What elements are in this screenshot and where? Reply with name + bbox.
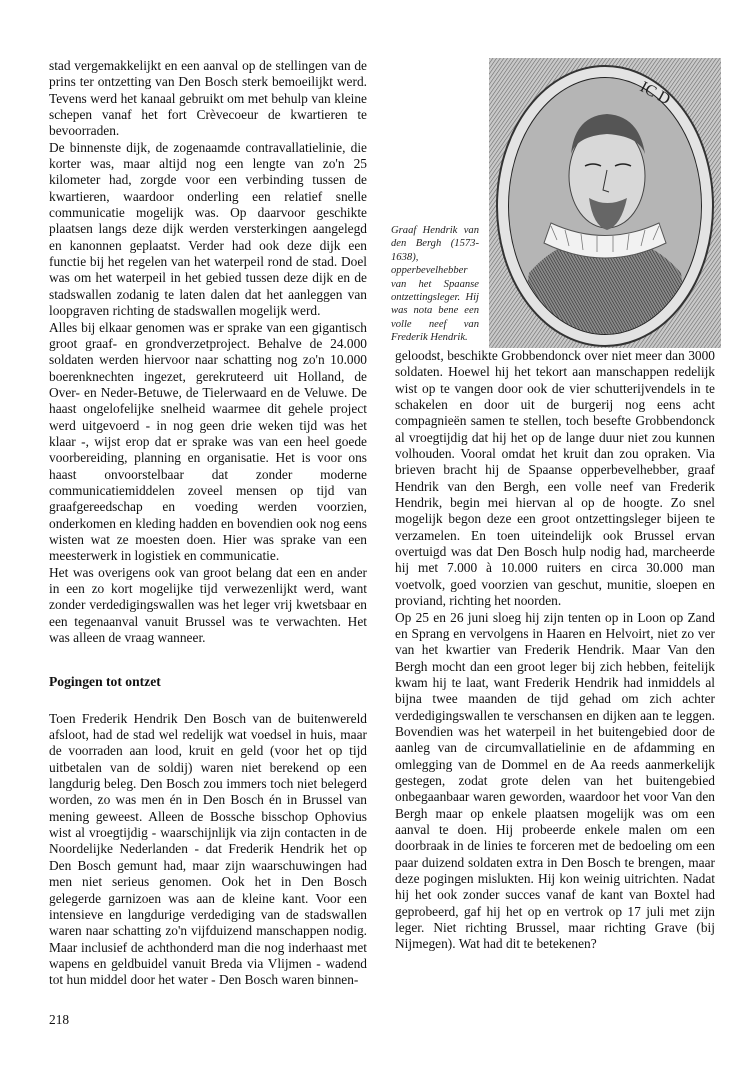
section-heading: Pogingen tot ontzet <box>49 674 161 690</box>
paragraph: Toen Frederik Hendrik Den Bosch van de buitenwereld afsloot, had de stad wel redelijk wat voedsel in huis, maar de voorraden aan lood, kruit en geld (voor het op tijd uitbetalen van de soldij) waren niet berekend op een langdurig beleg. Den Bosch zou immers toch niet belegerd worden, zo was men én in Den Bosch én in Brussel van mening geweest. Alleen de Bossche bisschop Ophovius wist al vroegtijdig - waarschijnlijk via zijn contacten in de Noordelijke Nederlanden - dat Frederik Hendrik het op Den Bosch gemunt had, maar zijn waarschuwingen had men niet serieus genomen. Ook het in Den Bosch gelegerde garnizoen was aan de kleine kant. Voor een intensieve en langdurige verdediging van de stadswallen waren naar schatting zo'n vijfduizend manschappen nodig. Maar inclusief de achthonderd man die nog inderhaast met wapens en geldbuidel vanuit Breda via Vlijmen - wadend tot hun middel door het water - Den Bosch waren binnen- <box>49 710 367 988</box>
spacer <box>49 691 367 711</box>
page-number: 218 <box>49 1012 70 1027</box>
spacer <box>49 646 367 674</box>
paragraph: geloodst, beschikte Grobbendonck over niet meer dan 3000 soldaten. Hoewel hij het tekort aan manschappen redelijk wist op te vangen door ook de vier schutterijvendels in te schakelen en door uit de burgerij nog eens acht compagnieën samen te stellen, toch besefte Grobbendonck al vroegtijdig dat hij het op de lange duur niet zou kunnen volhouden. Vooral omdat het kruit dan zou opraken. Via brieven bracht hij de Spaanse opperbevelhebber, graaf Hendrik van den Bergh, een volle neef van Frederik Hendrik, begin mei hiervan al op de hoogte. Zo snel mogelijk begon deze een groot ontzettingsleger bijeen te verzamelen. En toen uiteindelijk ook Brussel ervan overtuigd was dat Den Bosch hulp nodig had, marcheerde hij met 7.000 à 10.000 ruiters en circa 30.000 man voetvolk, goed voorzien van geschut, munitie, sloepen en proviand, richting het noorden. <box>395 348 715 609</box>
left-text-column <box>49 58 367 989</box>
paragraph: Alles bij elkaar genomen was er sprake van een gigantisch groot graaf- en grondverzetproject. Behalve de 24.000 soldaten werden hiervoor naar schatting nog zo'n 10.000 boerenknechten ingezet, gerekruteerd uit Holland, de Over- en Neder-Betuwe, de Tielerwaard en de Veluwe. De haast ongelofelijke snelheid waarmee dit gehele project werd uitgevoerd - in nog geen drie weken tijd was het klaar -, wijst erop dat er sprake was van een heel goede voorbereiding, planning en organisatie. Het is voor ons haast onvoorstelbaar dat zonder moderne communicatiemiddelen zoveel mensen op tijd van graafgereedschap en voeding werden voorzien, onderkomen en kleding hadden en bovendien ook nog eens wisten wat ze moesten doen. Hier was sprake van een meesterwerk in logistiek en communicatie. <box>49 319 367 564</box>
paragraph: Het was overigens ook van groot belang dat een en ander in een zo kort mogelijke tijd verwezenlijkt werd, want zonder verdedigingswallen was het leger vrij kwetsbaar en een tegenaanval vanuit Brussel was te verwachten. Het was alleen de vraag wanneer. <box>49 564 367 646</box>
paragraph: Op 25 en 26 juni sloeg hij zijn tenten op in Loon op Zand en Sprang en vervolgens in Haaren en Helvoirt, niet zo ver van het kwartier van Frederik Hendrik. Maar Van den Bergh mocht dan een groot leger bij zich hebben, feitelijk kwam hij te laat, want Frederik Hendrik had inmiddels al bijna twee maanden de tijd gehad om zich achter verdedigingswallen te verschansen en dijken aan te leggen. Bovendien was het waterpeil in het buitengebied door de aanleg van de circumvallatielinie en de afdamming en omlegging van de Dommel en de Aa reeds aanmerkelijk gestegen, zodat grote delen van het buitengebied onbegaanbaar waren geworden, waardoor het voor Van den Bergh maar op enkele plaatsen mogelijk was om een aanval te doen. Hij probeerde enkele malen om een doorbraak in de linies te forceren met de bedoeling om een paar duizend soldaten extra in Den Bosch te brengen, maar deze pogingen mislukten. Hij kon weinig uitrichten. Nadat hij het ook zonder succes vanaf de kant van Boxtel had geprobeerd, gaf hij het op en vertrok op 17 juli met zijn leger. Niet richting Brussel, maar richting Grave (bij Nijmegen). Wat had dit te betekenen? <box>395 609 715 952</box>
paragraph: De binnenste dijk, de zogenaamde contravallatielinie, die korter was, maar altijd nog een lengte van zo'n 25 kilometer had, zorgde voor een verbinding tussen de kwartieren, waardoor onderling een relatief snelle communicatie mogelijk was. Op daarvoor geschikte plaatsen langs deze dijk werden versterkingen aangelegd en kanonnen geplaatst. Verder had ook deze dijk een functie bij het regelen van het waterpeil rond de stad. Doel was om het waterpeil in het gebied tussen deze dijk en de stadswallen zodanig te laten dalen dat het aanleggen van loopgraven richting de stadswallen mogelijk werd. <box>49 139 367 319</box>
figure-caption: Graaf Hendrik van den Bergh (1573-1638), opperbevelhebber van het Spaanse ontzettingsleger. Hij was nota bene een volle neef van Frederik Hendrik. <box>391 225 479 344</box>
paragraph: stad vergemakkelijkt en een aanval op de stellingen van de prins ter ontzetting van Den Bosch sterk bemoeilijkt werd. Tevens werd het kanaal gebruikt om met behulp van kleine schepen vanaf het fort Crèvecoeur de kwartieren te bevoorraden. <box>49 58 367 139</box>
border-inscription: IC D <box>637 78 673 109</box>
portrait-engraving <box>489 58 721 348</box>
right-text-column <box>395 348 715 953</box>
